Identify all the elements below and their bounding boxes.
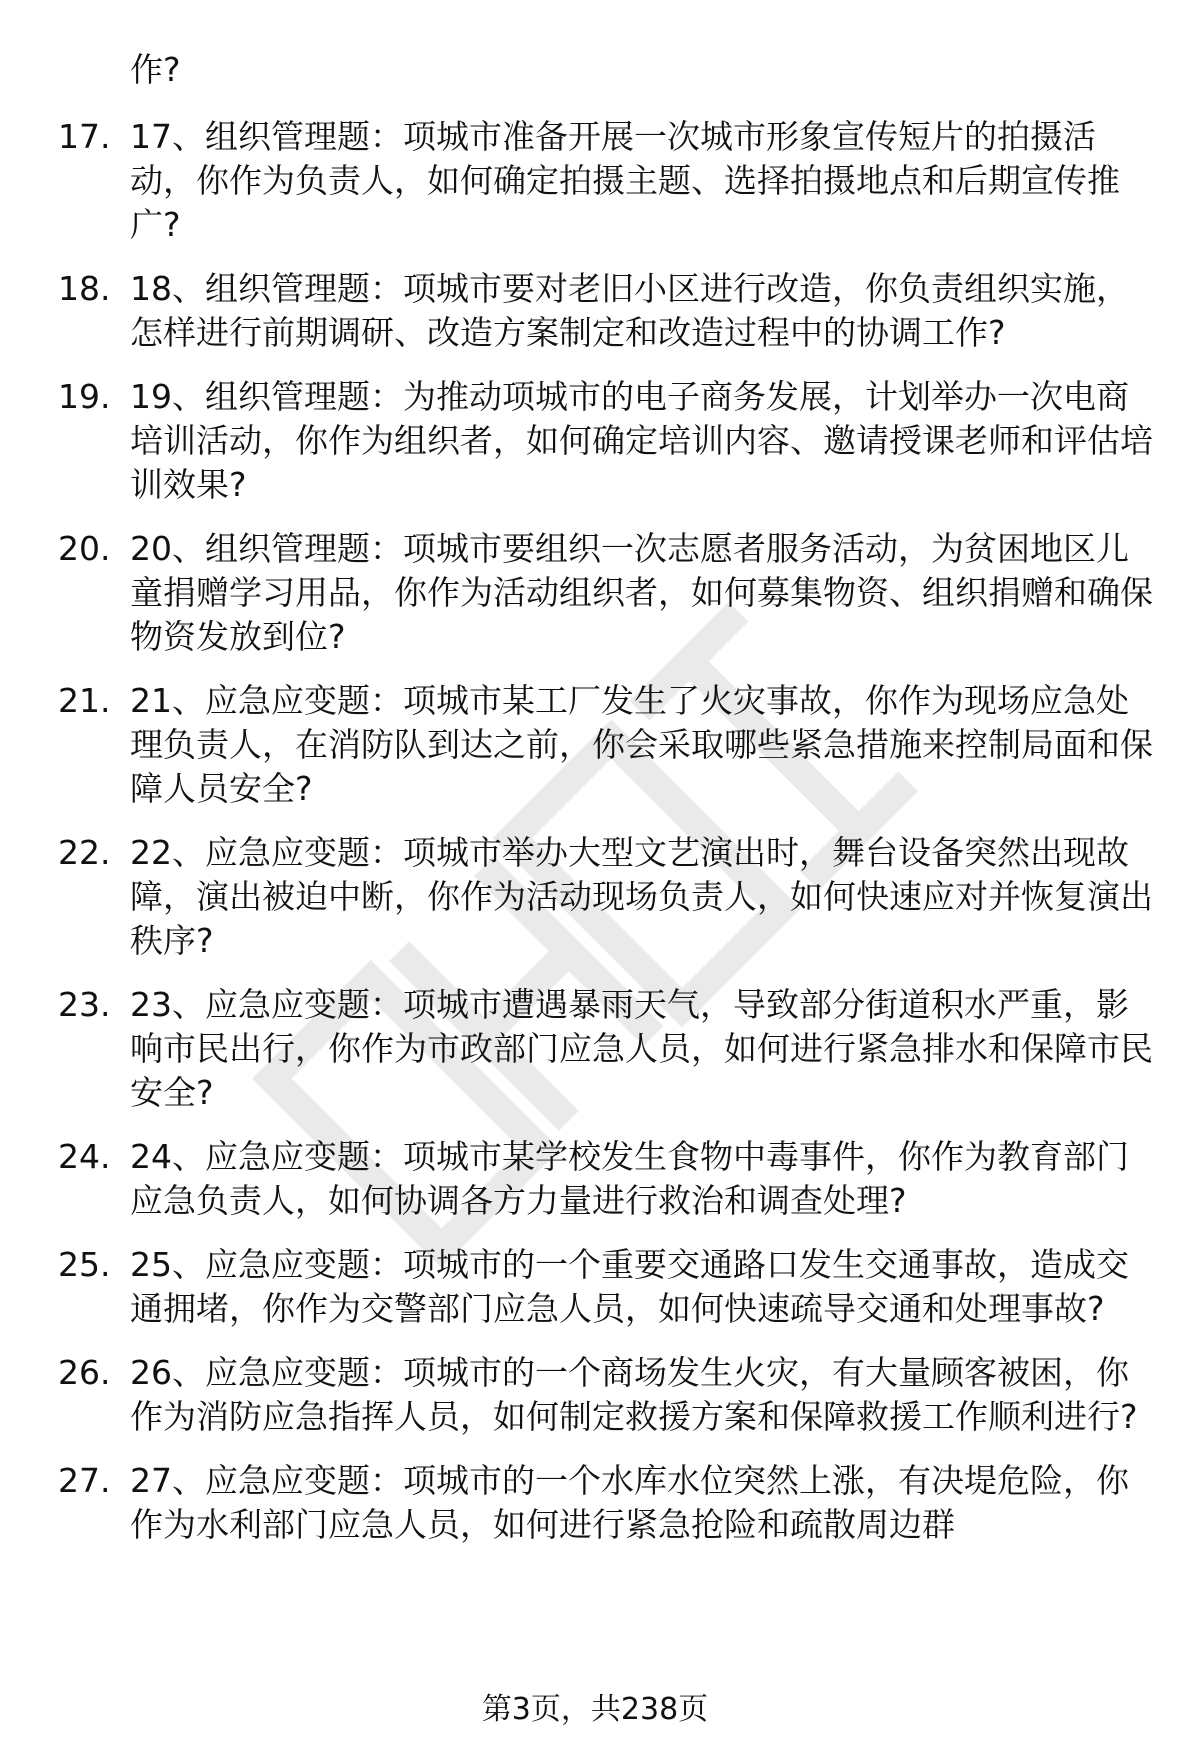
item-text: 26、应急应变题：项城市的一个商场发生火灾，有大量顾客被困，你作为消防应急指挥人员，如何制定救援方案和保障救援工作顺利进行? [130,1353,1138,1436]
list-item [58,831,1158,963]
item-number: 26. [58,1353,111,1392]
item-text: 19、组织管理题：为推动项城市的电子商务发展，计划举办一次电商培训活动，你作为组织者，如何确定培训内容、邀请授课老师和评估培训效果? [130,377,1153,504]
list-item [58,375,1158,507]
item-text: 17、组织管理题：项城市准备开展一次城市形象宣传短片的拍摄活动，你作为负责人，如何确定拍摄主题、选择拍摄地点和后期宣传推广? [130,117,1120,244]
item-number: 22. [58,833,111,872]
item-text: 23、应急应变题：项城市遭遇暴雨天气，导致部分街道积水严重，影响市民出行，你作为市政部门应急人员，如何进行紧急排水和保障市民安全? [130,985,1153,1112]
item-number: 24. [58,1137,111,1176]
item-number: 23. [58,985,111,1024]
question-list [58,115,1158,1567]
list-item [58,679,1158,811]
item-number: 18. [58,269,111,308]
item-text: 24、应急应变题：项城市某学校发生食物中毒事件，你作为教育部门应急负责人，如何协调各方力量进行救治和调查处理? [130,1137,1129,1220]
list-item [58,267,1158,355]
item-number: 17. [58,117,111,156]
item-text: 22、应急应变题：项城市举办大型文艺演出时，舞台设备突然出现故障，演出被迫中断，你作为活动现场负责人，如何快速应对并恢复演出秩序? [130,833,1153,960]
item-text: 27、应急应变题：项城市的一个水库水位突然上涨，有决堤危险，你作为水利部门应急人员，如何进行紧急抢险和疏散周边群 [130,1461,1129,1544]
item-number: 21. [58,681,111,720]
list-item [58,527,1158,659]
list-item [58,1243,1158,1331]
page-footer: 第3页，共238页 [481,1692,709,1727]
item-number: 19. [58,377,111,416]
continuation-text: 作? [130,50,181,89]
list-item [58,1351,1158,1439]
item-text: 21、应急应变题：项城市某工厂发生了火灾事故，你作为现场应急处理负责人，在消防队到达之前，你会采取哪些紧急措施来控制局面和保障人员安全? [130,681,1153,808]
list-item [58,983,1158,1115]
list-item [58,1459,1158,1547]
item-text: 25、应急应变题：项城市的一个重要交通路口发生交通事故，造成交通拥堵，你作为交警部门应急人员，如何快速疏导交通和处理事故? [130,1245,1129,1328]
item-text: 20、组织管理题：项城市要组织一次志愿者服务活动，为贫困地区儿童捐赠学习用品，你作为活动组织者，如何募集物资、组织捐赠和确保物资发放到位? [130,529,1153,656]
item-number: 25. [58,1245,111,1284]
list-item [58,1135,1158,1223]
item-number: 20. [58,529,111,568]
item-number: 27. [58,1461,111,1500]
list-item [58,115,1158,247]
item-text: 18、组织管理题：项城市要对老旧小区进行改造，你负责组织实施，怎样进行前期调研、改造方案制定和改造过程中的协调工作? [130,269,1129,352]
